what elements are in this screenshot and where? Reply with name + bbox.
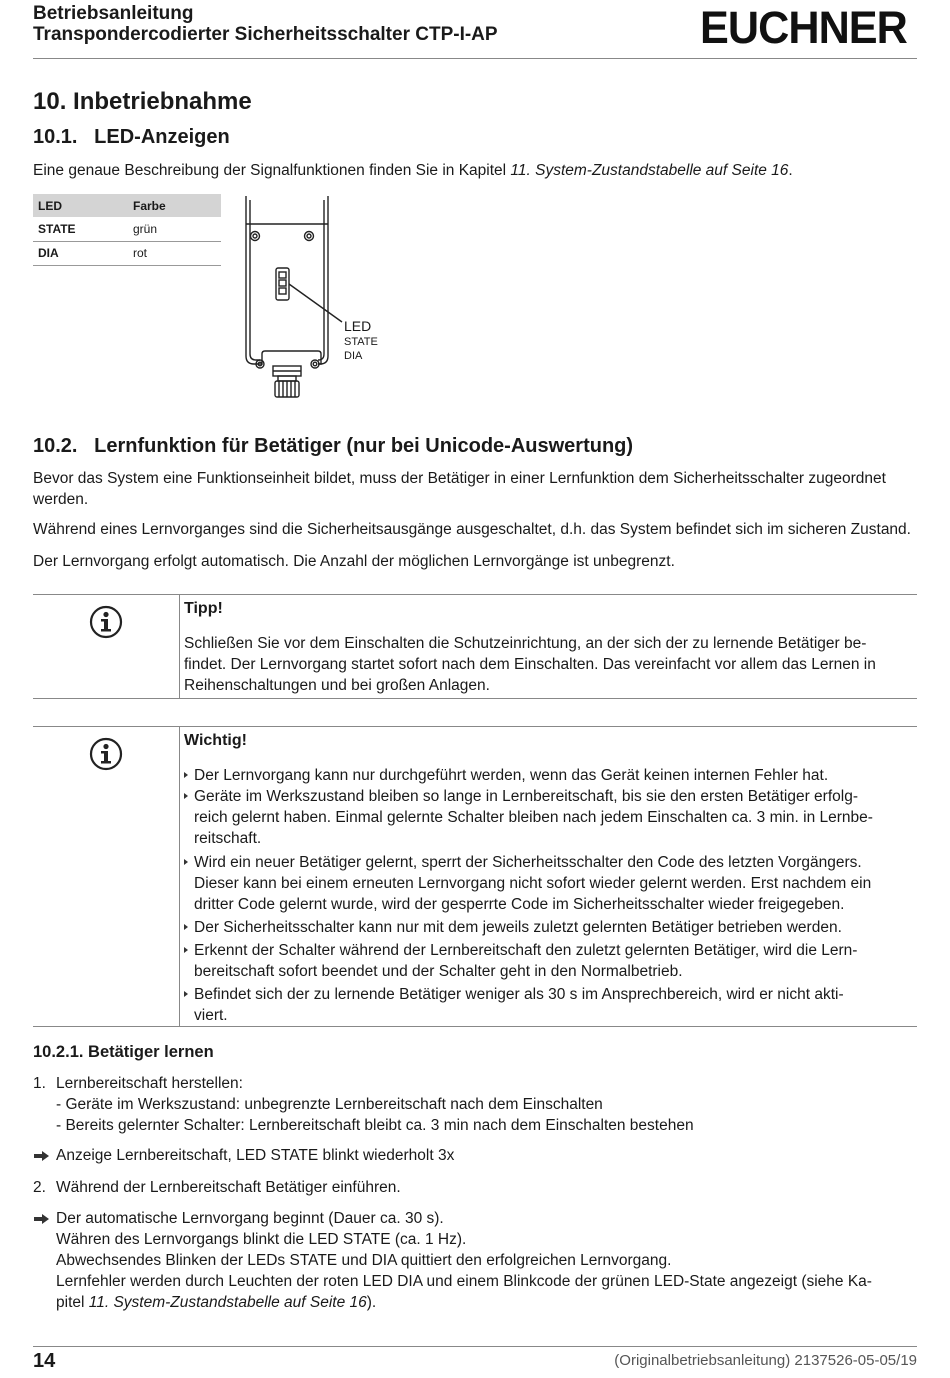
list-item (184, 852, 914, 915)
device-led-figure (238, 194, 398, 406)
bullet-line: Der Lernvorgang kann nur durchgeführt werden, wenn das Gerät keinen internen Fehler hat. (194, 767, 829, 784)
result-2-text-suffix: ). (366, 1294, 377, 1311)
led-name-cell: DIA (33, 241, 128, 265)
bullet-line: Wird ein neuer Betätiger gelernt, sperrt der Sicherheitsschalter den Code des letzten Vorgängers. (194, 854, 862, 871)
info-icon (89, 605, 123, 639)
learn-paragraph-3: Der Lernvorgang erfolgt automatisch. Die Anzahl der möglichen Lernvorgänge ist unbegrenzt. (33, 553, 675, 570)
list-item (184, 765, 914, 786)
important-box-divider (179, 727, 180, 1026)
result-2-line: Abwechsendes Blinken der LEDs STATE und DIA quittiert den erfolgreichen Lernvorgang. (56, 1252, 672, 1269)
bullet-line: bereitschaft sofort beendet und der Schalter geht in den Normalbetrieb. (194, 963, 683, 980)
info-icon (89, 737, 123, 771)
page-number: 14 (33, 1350, 56, 1372)
footer-divider (33, 1346, 917, 1347)
tip-line: findet. Der Lernvorgang startet sofort nach dem Einschalten. Das vereinfacht vor allem das Lernen in (184, 656, 876, 673)
step-1-text (56, 1073, 694, 1136)
step-2-number: 2. (33, 1179, 46, 1196)
list-item (184, 786, 914, 849)
list-item (184, 984, 914, 1026)
result-2-line: Lernfehler werden durch Leuchten der roten LED DIA und einem Blinkcode der grünen LED-State angezeigt (siehe Ka- (56, 1273, 872, 1290)
bullet-line: Der Sicherheitsschalter kann nur mit dem jeweils zuletzt gelernten Betätiger betrieben werden. (194, 919, 842, 936)
tip-line: Schließen Sie vor dem Einschalten die Schutzeinrichtung, an der sich der zu lernende Betätiger be- (184, 635, 867, 652)
led-table (33, 194, 221, 266)
led-intro-crossref[interactable]: 11. System-Zustandstabelle auf Seite 16 (510, 162, 789, 179)
result-1-text: Anzeige Lernbereitschaft, LED STATE blinkt wiederholt 3x (56, 1147, 455, 1164)
step-1-line: - Geräte im Werkszustand: unbegrenzte Lernbereitschaft nach dem Einschalten (56, 1096, 603, 1113)
tip-text (184, 633, 914, 696)
result-arrow-icon (33, 1150, 51, 1162)
figure-label-dia: DIA (344, 350, 363, 362)
led-intro-text: Eine genaue Beschreibung der Signalfunktionen finden Sie in Kapitel (33, 162, 511, 179)
led-table-header-led: LED (33, 194, 128, 217)
teach-section-title: 10.2.1. Betätiger lernen (33, 1043, 214, 1061)
header-doc-type: Betriebsanleitung (33, 3, 194, 24)
tip-box (33, 594, 917, 699)
led-section-title: 10.1. LED-Anzeigen (33, 126, 230, 148)
tip-line: Reihenschaltungen und bei großen Anlagen. (184, 677, 490, 694)
bullet-line: dritter Code gelernt wurde, wird der gesperrte Code im Sicherheitsschalter wieder freigegeben. (194, 896, 845, 913)
bullet-line: Erkennt der Schalter während der Lernbereitschaft den zuletzt gelernten Betätiger, wird die Lern- (194, 942, 858, 959)
led-color-cell: grün (128, 217, 221, 241)
tip-title: Tipp! (184, 600, 223, 617)
figure-label-led: LED (344, 318, 372, 334)
bullet-line: reitschaft. (194, 830, 262, 847)
bullet-line: reich gelernt haben. Einmal gelernte Schalter bleiben nach jedem Einschalten ca. 3 min. in Lernbe- (194, 809, 873, 826)
table-row (33, 217, 221, 241)
result-2-crossref[interactable]: 11. System-Zustandstabelle auf Seite 16 (88, 1294, 367, 1311)
step-1-line: Lernbereitschaft herstellen: (56, 1075, 243, 1092)
led-color-cell: rot (128, 241, 221, 265)
learn-paragraph-2: Während eines Lernvorganges sind die Sicherheitsausgänge ausgeschaltet, d.h. das System befindet sich im sicheren Zustand. (33, 521, 911, 538)
document-reference: (Originalbetriebsanleitung) 2137526-05-05/19 (614, 1352, 917, 1369)
bullet-line: Befindet sich der zu lernende Betätiger weniger als 30 s im Ansprechbereich, wird er nicht akti- (194, 986, 844, 1003)
result-2-text-prefix: pitel (56, 1294, 89, 1311)
led-name-cell: STATE (33, 217, 128, 241)
list-item (184, 917, 914, 938)
step-1-number: 1. (33, 1075, 46, 1092)
bullet-line: viert. (194, 1007, 228, 1024)
step-1-line: - Bereits gelernter Schalter: Lernbereitschaft bleibt ca. 3 min nach dem Einschalten bestehen (56, 1117, 694, 1134)
header-product-name: Transpondercodierter Sicherheitsschalter CTP-I-AP (33, 24, 498, 45)
result-2-line (56, 1292, 926, 1313)
figure-label-state: STATE (344, 336, 378, 348)
learn-p1-line1: Bevor das System eine Funktionseinheit bildet, muss der Betätiger in einer Lernfunktion dem Sicherheitsschalter zugeordnet (33, 470, 886, 487)
important-box (33, 726, 917, 1027)
bullet-line: Dieser kann bei einem erneuten Lernvorgang nicht sofort wieder gelernt werden. Erst nachdem ein (194, 875, 872, 892)
result-2-text (56, 1208, 926, 1313)
important-title: Wichtig! (184, 732, 247, 749)
result-2-line: Der automatische Lernvorgang beginnt (Dauer ca. 30 s). (56, 1210, 444, 1227)
result-arrow-icon (33, 1213, 51, 1225)
tip-box-divider (179, 595, 180, 698)
led-intro-end: . (788, 162, 793, 179)
led-intro-paragraph (33, 160, 923, 181)
learn-paragraph-1 (33, 468, 923, 510)
header-divider (33, 58, 917, 59)
euchner-logo: EUCHNER (700, 2, 907, 53)
bullet-line: Geräte im Werkszustand bleiben so lange in Lernbereitschaft, bis sie den ersten Betätiger erfolg- (194, 788, 858, 805)
important-list (184, 765, 914, 1026)
step-2-text: Während der Lernbereitschaft Betätiger einführen. (56, 1179, 401, 1196)
learn-section-title: 10.2. Lernfunktion für Betätiger (nur bei Unicode-Auswertung) (33, 435, 634, 457)
result-2-line: Währen des Lernvorgangs blinkt die LED STATE (ca. 1 Hz). (56, 1231, 467, 1248)
section-title: 10. Inbetriebnahme (33, 88, 252, 115)
table-row (33, 241, 221, 265)
led-table-header-color: Farbe (128, 194, 221, 217)
list-item (184, 940, 914, 982)
learn-p1-line2: werden. (33, 491, 89, 508)
